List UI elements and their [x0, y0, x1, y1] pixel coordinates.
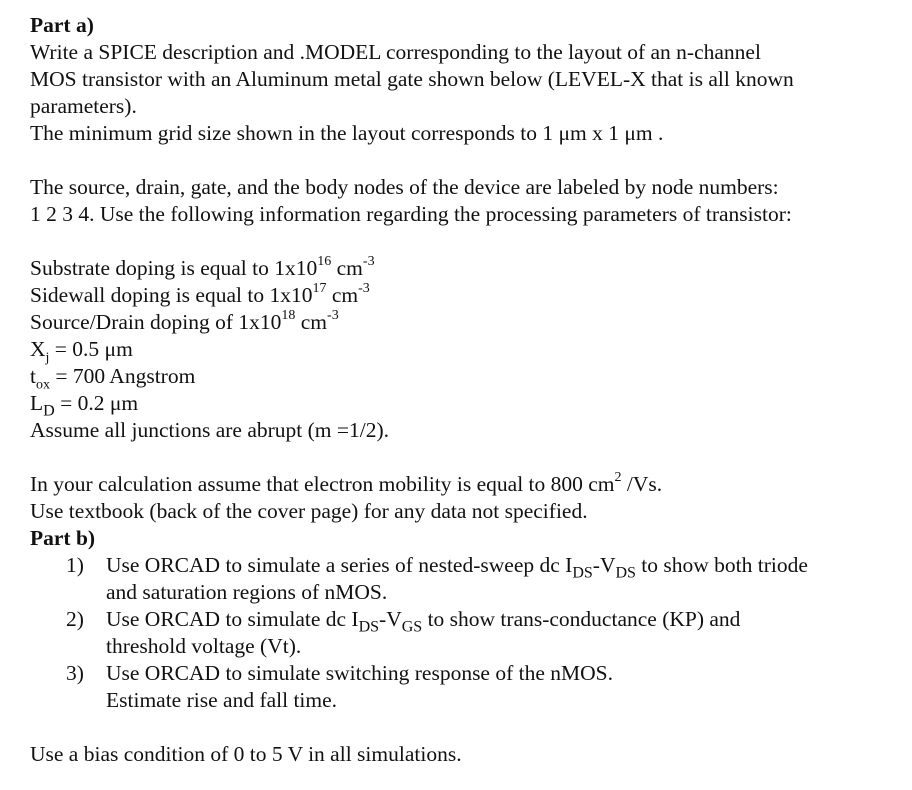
intro-line-2: MOS transistor with an Aluminum metal gate shown below (LEVEL-X that is all known	[30, 67, 794, 91]
substrate-doping-line: Substrate doping is equal to $1x10^{16}$ $cm^{-3}$	[30, 253, 375, 280]
list-item: 1) Use ORCAD to simulate a series of nested-sweep dc $I_{DS}-V_{DS}$ to show both triode and saturation regions of nMOS.	[66, 553, 808, 604]
ld-line: $L_D = 0.2$ μm	[30, 391, 139, 420]
document-body	[30, 12, 900, 768]
sidewall-doping-line: Sidewall doping is equal to $1x10^{17}$ $cm^{-3}$	[30, 280, 370, 307]
part-b-list	[30, 552, 900, 714]
nodes-line-1: The source, drain, gate, and the body nodes of the device are labeled by node numbers:	[30, 175, 779, 199]
source-drain-doping-line: Source/Drain doping of $1x10^{18}$ $cm^{-3}$	[30, 307, 339, 334]
list-item: 3) Use ORCAD to simulate switching response of the nMOS. Estimate rise and fall time.	[66, 661, 614, 712]
textbook-line: Use textbook (back of the cover page) for any data not specified.	[30, 499, 588, 523]
bias-condition-line: Use a bias condition of 0 to 5 V in all simulations.	[30, 742, 462, 766]
xj-line: $X_j = 0.5$ μm	[30, 337, 133, 366]
list-item: 2) Use ORCAD to simulate dc $I_{DS}-V_{GS}$ to show trans-conductance (KP) and threshold voltage (Vt).	[66, 607, 741, 658]
tox-line: $t_{ox} = 700$ Angstrom	[30, 364, 196, 393]
part-a-heading: Part a)	[30, 13, 94, 37]
grid-size-line: The minimum grid size shown in the layout corresponds to 1 μm x 1 μm .	[30, 121, 664, 145]
intro-line-3: parameters).	[30, 94, 137, 118]
intro-line-1: Write a SPICE description and .MODEL corresponding to the layout of an n-channel	[30, 40, 761, 64]
abrupt-junction-line: Assume all junctions are abrupt (m =1/2).	[30, 418, 390, 442]
nodes-line-2: 1 2 3 4. Use the following information regarding the processing parameters of transistor:	[30, 202, 792, 226]
part-b-heading: Part b)	[30, 526, 96, 550]
mobility-line: In your calculation assume that electron mobility is equal to 800 $cm^2$ /Vs.	[30, 469, 663, 496]
